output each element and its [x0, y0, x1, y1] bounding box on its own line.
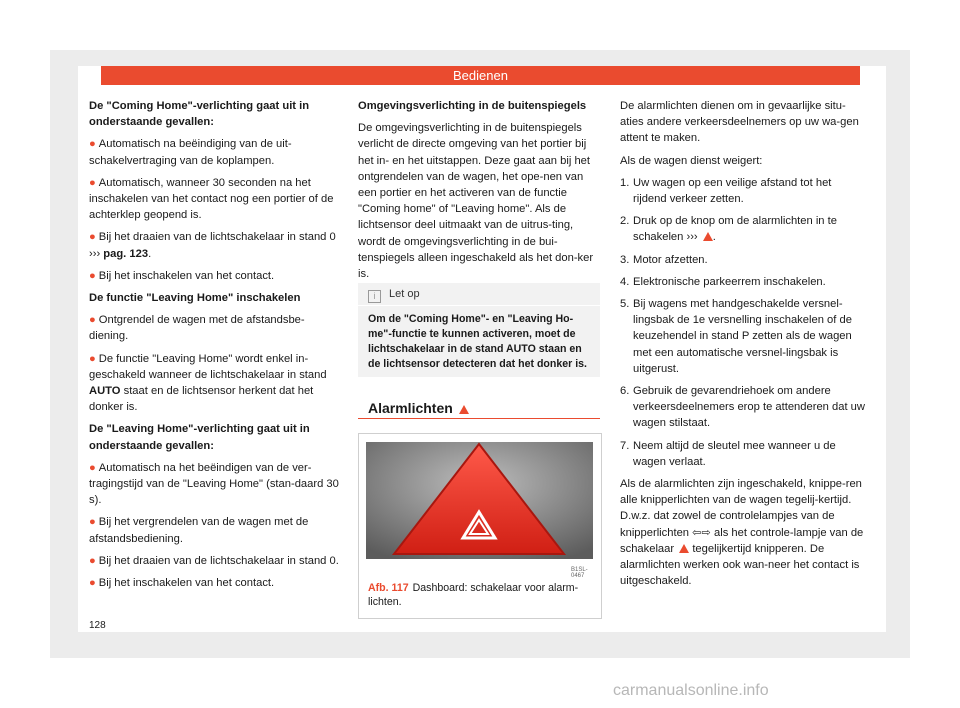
paragraph: De alarmlichten dienen om in gevaarlijke situ-aties andere verkeersdeelnemers op uw wa-gen attent te maken. — [620, 100, 859, 145]
paragraph: De omgevingsverlichting in de buitenspiegels verlicht de directe omgeving van het portier bij het in- en het uitstappen. Deze gaat aan bij het ontgrendelen van de wagen, het ope-nen van een portier en het activeren van de functie "Coming home" of "Leaving home". Als de lichtsensor deel uitmaakt van de uitrus-ting, wordt de omgevingsverlichting in de bui-tenspiegels alleen ingeschakeld als het don-ker is. — [358, 122, 594, 281]
steps-list — [620, 175, 865, 470]
list-item — [620, 252, 865, 268]
step-number: 7. — [620, 439, 630, 452]
list-item — [89, 136, 341, 168]
bullet-icon: ● — [89, 138, 96, 151]
figure — [358, 433, 602, 619]
list-item — [620, 383, 865, 432]
arrow-icon: ››› — [89, 247, 101, 260]
column-left — [89, 98, 341, 591]
list-item-text: Bij het inschakelen van het contact. — [98, 577, 275, 590]
note-body — [358, 306, 600, 378]
hazard-switch-illustration — [366, 442, 593, 559]
figure-code: B1SL-0467 — [571, 567, 588, 579]
paragraph-text: als het controle-lampje van de schakelaar — [620, 526, 864, 555]
list-item — [89, 575, 341, 591]
bullet-icon: ● — [89, 461, 96, 474]
heading-mirror-lighting: Omgevingsverlichting in de buitenspiegels — [358, 100, 587, 112]
bullet-icon: ● — [89, 314, 96, 327]
page-reference-text: pag. 123 — [103, 247, 149, 260]
note-box — [358, 283, 600, 377]
step-text: Motor afzetten. — [633, 253, 708, 266]
paragraph — [620, 476, 865, 589]
list-item: ● Bij het draaien van de lichtschakelaar in stand 0. — [89, 554, 339, 567]
section-title — [368, 400, 469, 416]
list-item — [89, 312, 341, 344]
list-item-text: Ontgrendel de wagen met de afstandsbe-diening. — [89, 314, 305, 343]
step-number: 1. — [620, 176, 630, 189]
bullet-icon: ● — [89, 352, 96, 365]
step-number: 6. — [620, 385, 630, 398]
step-text: Elektronische parkeerrem inschakelen. — [633, 275, 826, 288]
step-text: Bij wagens met handgeschakelde versnel-lingsbak de 1e versnelling inschakelen of de keuzehendel in stand P zetten als de wagen met een automatische versnel-lingsbak is uitgerust. — [633, 298, 852, 375]
column-right — [620, 98, 865, 589]
list-item: 2. Druk op de knop om de alarmlichten in te schakelen ››› . — [620, 215, 837, 244]
step-number: 5. — [620, 298, 630, 311]
watermark: carmanualsonline.info — [613, 682, 769, 699]
page-number: 128 — [89, 620, 106, 631]
warning-triangle-icon[interactable] — [703, 232, 713, 241]
auto-symbol: AUTO — [89, 385, 121, 398]
light-switch-icon: 0 — [329, 231, 336, 244]
list-item-text: De functie "Leaving Home" wordt enkel in-geschakeld wanneer de lichtschakelaar in stand — [89, 352, 327, 381]
list-item — [89, 351, 341, 416]
page-reference-link[interactable] — [89, 248, 148, 260]
list-item — [620, 175, 865, 207]
figure-caption-text: Dashboard: schakelaar voor alarm-lichten. — [368, 582, 579, 608]
auto-symbol: AUTO — [505, 343, 536, 355]
list-item — [620, 274, 865, 290]
paragraph: Als de wagen dienst weigert: — [620, 154, 763, 167]
list-item-text: Automatisch na het beëindigen van de ver-tragingstijd van de "Leaving Home" (stan-daard 30 s). — [89, 461, 339, 507]
list-item — [89, 175, 341, 224]
step-number: 3. — [620, 253, 630, 266]
list-item — [89, 460, 341, 509]
note-title: Let op — [389, 288, 420, 300]
list-item-text: Bij het inschakelen van het contact. — [98, 269, 275, 282]
list-item-text: Bij het vergrendelen van de wagen met de afstandsbediening. — [89, 516, 309, 545]
light-switch-icon: 0 — [329, 554, 336, 567]
list-item — [620, 296, 865, 377]
warning-triangle-icon — [459, 405, 469, 414]
paragraph-text: Als de alarmlichten zijn ingeschakeld, knippe-ren alle knipperlichten van de wagen tegelij-kertijd. D.w.z. dat zowel de controlelampjes van de knipperlichten — [620, 478, 862, 539]
note-header — [358, 283, 600, 306]
step-text: Gebruik de gevarendriehoek om andere verkeersdeelnemers erop te attenderen dat uw wagen stilstaat. — [633, 385, 865, 430]
hazard-switch-photo — [366, 442, 593, 559]
list-item — [620, 438, 865, 470]
bullet-icon: ● — [89, 269, 96, 282]
note-text: staan en de lichtsensor detecteren dat het donker is. — [368, 343, 587, 370]
heading-coming-home-off: De "Coming Home"-verlichting gaat uit in onderstaande gevallen: — [89, 100, 310, 129]
bullet-icon: ● — [89, 554, 96, 567]
bullet-icon: ● — [89, 577, 96, 590]
section-divider — [358, 418, 600, 419]
figure-label: Afb. 117 — [368, 582, 409, 594]
section-title-text: Alarmlichten — [368, 400, 453, 416]
bullet-icon: ● — [89, 176, 96, 189]
figure-caption — [368, 581, 590, 609]
chapter-header: Bedienen — [101, 66, 860, 85]
list-item-text: staat en de lichtsensor herkent dat het donker is. — [89, 385, 314, 414]
heading-leaving-home-on: De functie "Leaving Home" inschakelen — [89, 292, 301, 305]
bullet-icon: ● — [89, 231, 96, 244]
list-item — [89, 514, 341, 546]
warning-triangle-icon — [679, 544, 689, 553]
bullet-icon: ● — [89, 516, 96, 529]
note-text: Om de "Coming Home"- en "Leaving Ho-me"-functie te kunnen activeren, moet de lichtschakelaar in de stand — [368, 313, 576, 355]
list-item-text: Bij het draaien van de lichtschakelaar in stand — [98, 554, 327, 567]
step-text: Uw wagen op een veilige afstand tot het rijdend verkeer zetten. — [633, 176, 832, 206]
heading-leaving-home-off: De "Leaving Home"-verlichting gaat uit in onderstaande gevallen: — [89, 423, 310, 452]
step-number: 2. — [620, 215, 630, 228]
column-middle — [358, 98, 603, 282]
list-item-text: Automatisch, wanneer 30 seconden na het inschakelen van het contact nog een portier of de achterklep geopend is. — [89, 176, 334, 222]
turn-signal-icon: ⇦⇨ — [692, 526, 711, 539]
list-item: ● Bij het draaien van de lichtschakelaar in stand 0 ››› pag. 123. — [89, 231, 336, 260]
list-item-text: Bij het draaien van de lichtschakelaar in stand — [98, 231, 327, 244]
step-text: Druk op de knop om de alarmlichten in te schakelen ››› — [633, 215, 837, 244]
list-item — [89, 268, 341, 284]
step-number: 4. — [620, 275, 630, 288]
list-item-text: Automatisch na beëindiging van de uit-schakelvertraging van de koplampen. — [89, 138, 292, 167]
step-text: Neem altijd de sleutel mee wanneer u de wagen verlaat. — [633, 439, 836, 468]
paragraph-text: tegelijkertijd knipperen. De alarmlichten werken ook wan-neer het contact is uitgeschakeld. — [620, 542, 860, 588]
info-icon: i — [368, 290, 381, 303]
